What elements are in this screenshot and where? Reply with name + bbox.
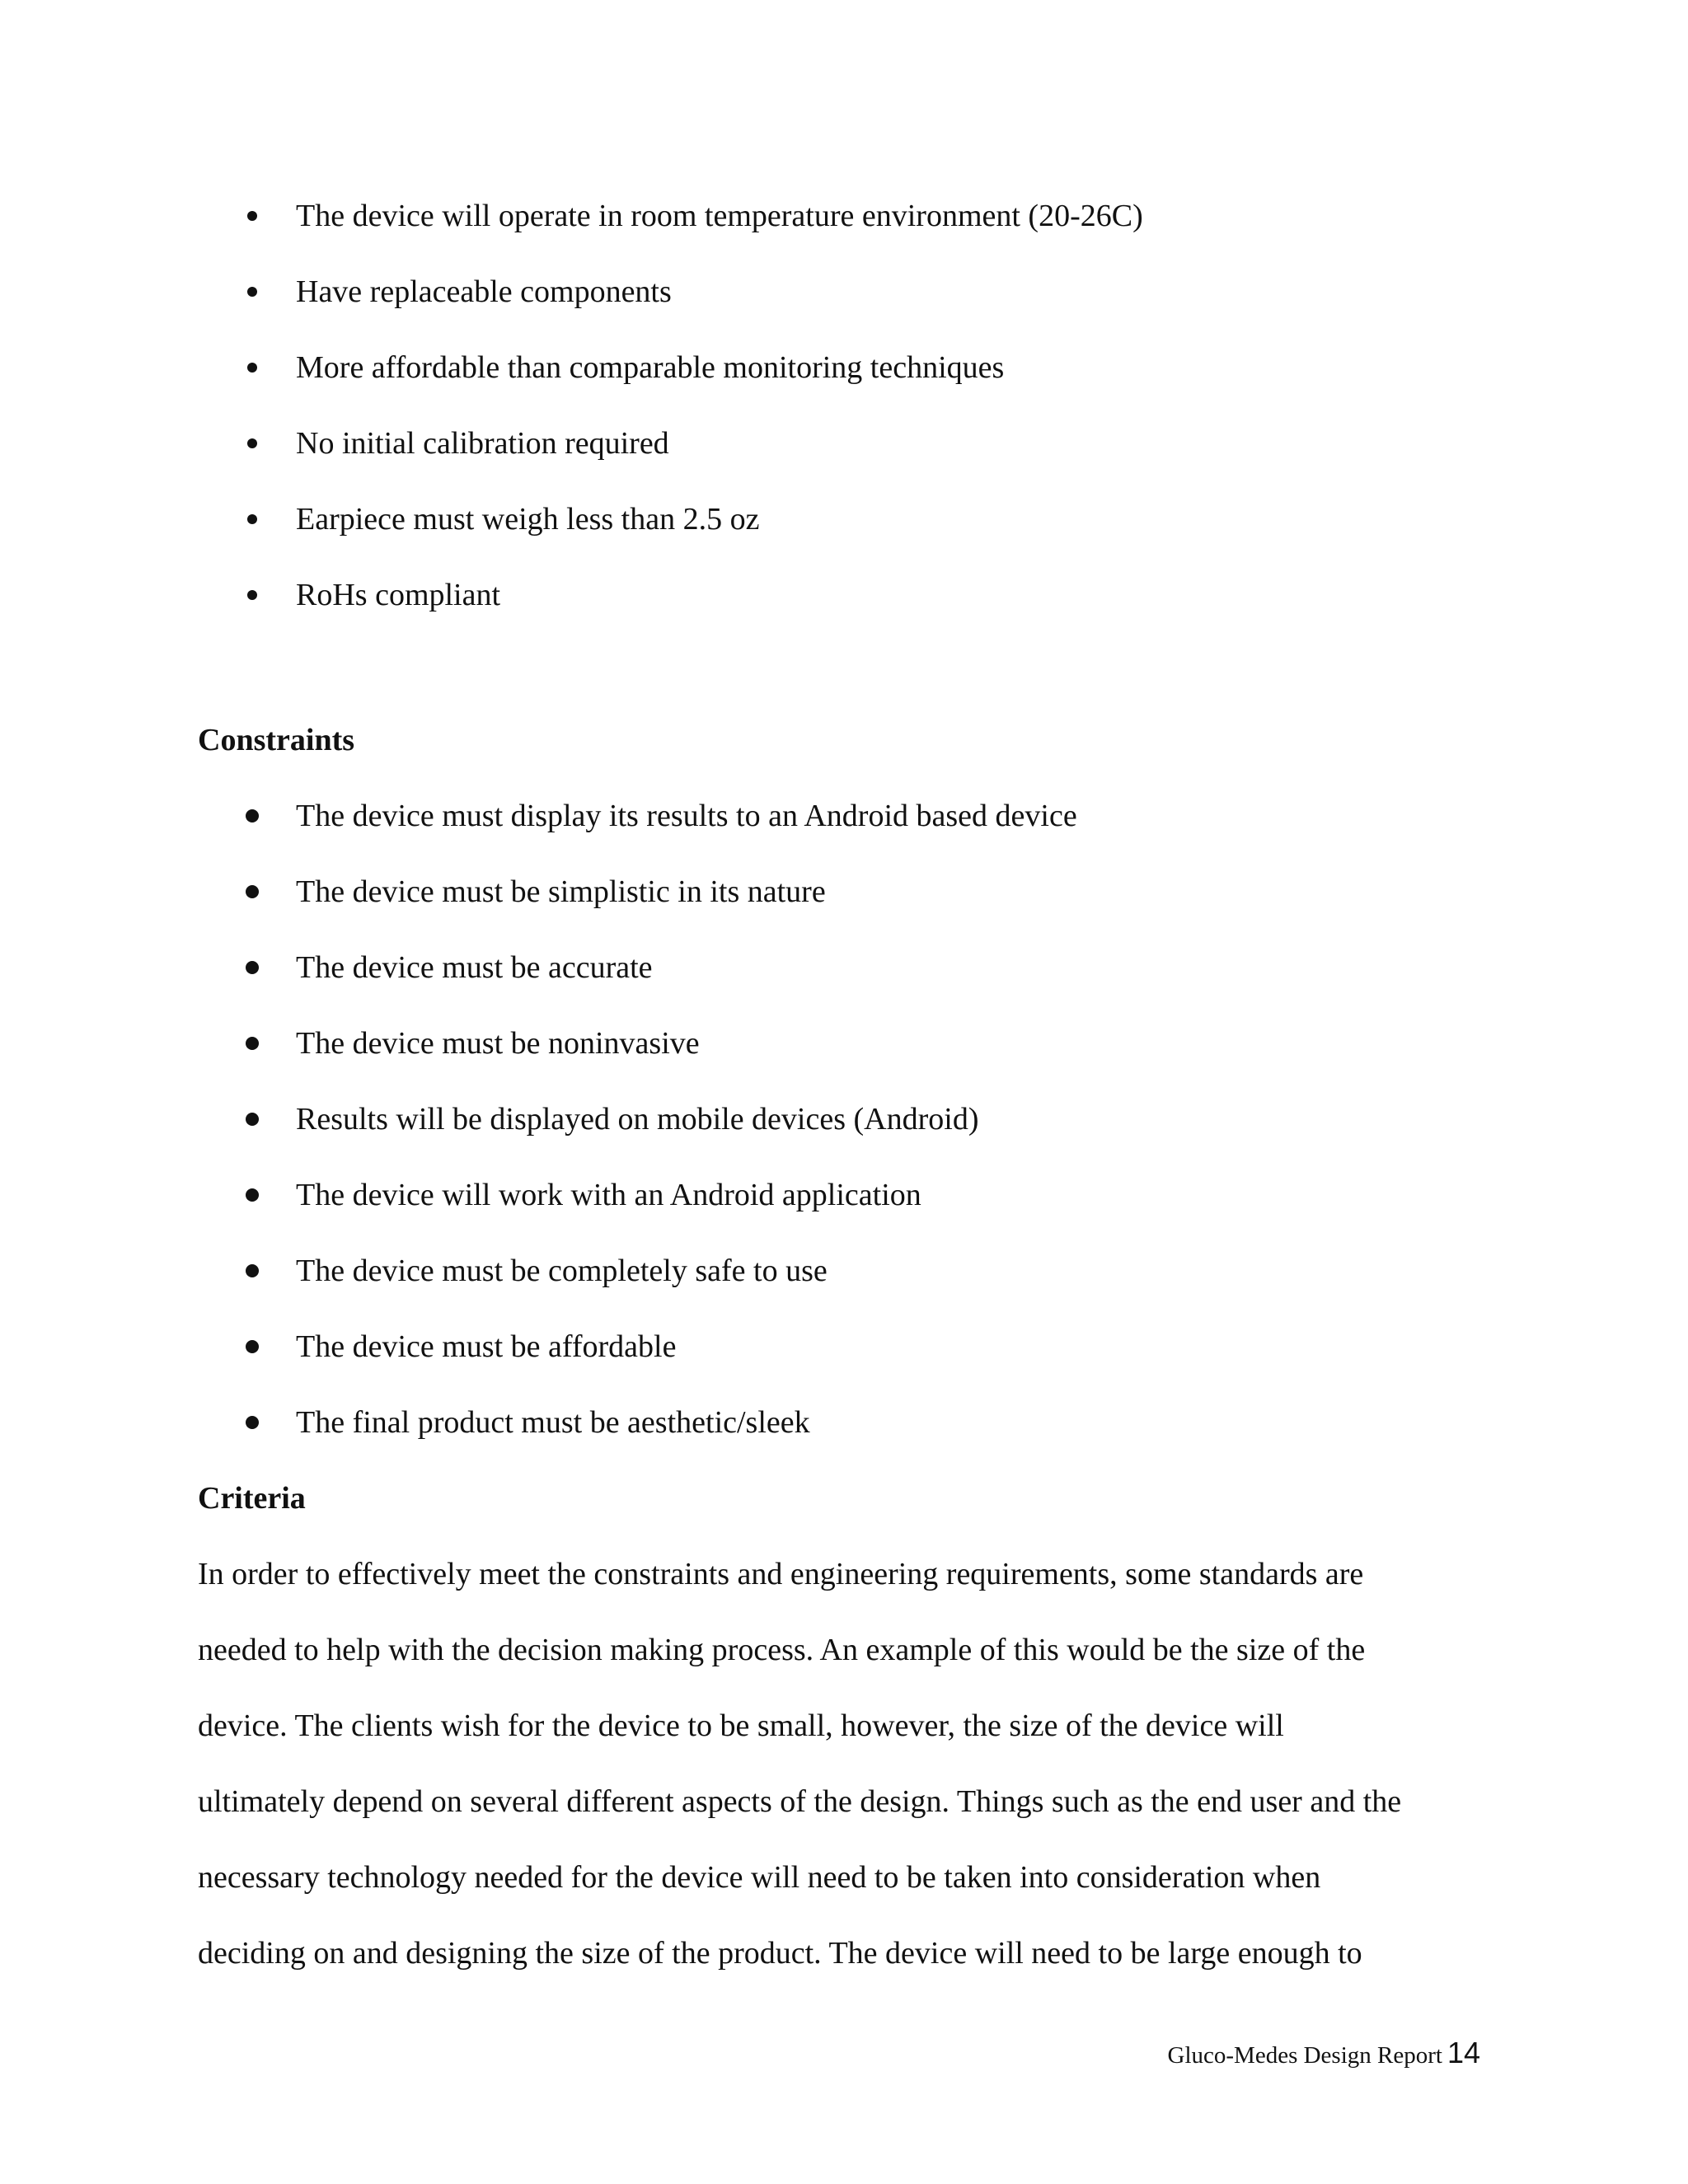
footer-title: Gluco-Medes Design Report: [1167, 2042, 1442, 2069]
bullet-icon: [247, 211, 257, 221]
bullet-icon: [246, 1416, 259, 1429]
list-item-text: Results will be displayed on mobile devices (Android): [296, 1102, 979, 1137]
list-item-text: Have replaceable components: [296, 274, 672, 309]
page-footer: [1168, 2032, 1480, 2074]
criteria-heading: Criteria: [198, 1481, 306, 1516]
list-item-text: No initial calibration required: [296, 426, 669, 461]
paragraph-line: needed to help with the decision making process. An example of this would be the size of the: [198, 1633, 1366, 1667]
list-item-text: The device must be completely safe to use: [296, 1254, 828, 1288]
bullet-icon: [246, 961, 259, 974]
paragraph-line: device. The clients wish for the device to be small, however, the size of the device will: [198, 1708, 1284, 1743]
bullet-icon: [247, 363, 257, 373]
list-item-text: The device will operate in room temperature environment (20-26C): [296, 199, 1143, 233]
list-item-text: The device must be affordable: [296, 1329, 677, 1364]
paragraph-line: ultimately depend on several different aspects of the design. Things such as the end user and the: [198, 1784, 1402, 1819]
paragraph-line: necessary technology needed for the device will need to be taken into consideration when: [198, 1860, 1321, 1895]
list-item-text: More affordable than comparable monitoring techniques: [296, 350, 1005, 385]
bullet-icon: [246, 1340, 259, 1353]
list-item-text: The device will work with an Android application: [296, 1178, 921, 1212]
constraints-heading: Constraints: [198, 723, 355, 757]
list-item-text: Earpiece must weigh less than 2.5 oz: [296, 502, 760, 537]
list-item-text: RoHs compliant: [296, 578, 501, 612]
bullet-icon: [247, 287, 257, 297]
bullet-icon: [246, 1113, 259, 1126]
list-item-text: The device must display its results to an Android based device: [296, 799, 1077, 833]
bullet-icon: [246, 1037, 259, 1050]
list-item-text: The final product must be aesthetic/sleek: [296, 1405, 810, 1440]
list-item-text: The device must be accurate: [296, 950, 653, 985]
criteria-paragraph: [198, 1536, 1517, 1991]
bullet-icon: [247, 590, 257, 600]
paragraph-line: In order to effectively meet the constraints and engineering requirements, some standards are: [198, 1557, 1364, 1591]
list-item-text: The device must be simplistic in its nature: [296, 874, 826, 909]
bullet-icon: [247, 438, 257, 448]
page-number: 14: [1447, 2036, 1480, 2069]
bullet-icon: [246, 1188, 259, 1202]
bullet-icon: [247, 514, 257, 524]
list-item-text: The device must be noninvasive: [296, 1026, 700, 1061]
bullet-icon: [246, 885, 259, 898]
bullet-icon: [246, 1264, 259, 1277]
paragraph-line: deciding on and designing the size of the product. The device will need to be large enough to: [198, 1936, 1362, 1971]
bullet-icon: [246, 809, 259, 823]
